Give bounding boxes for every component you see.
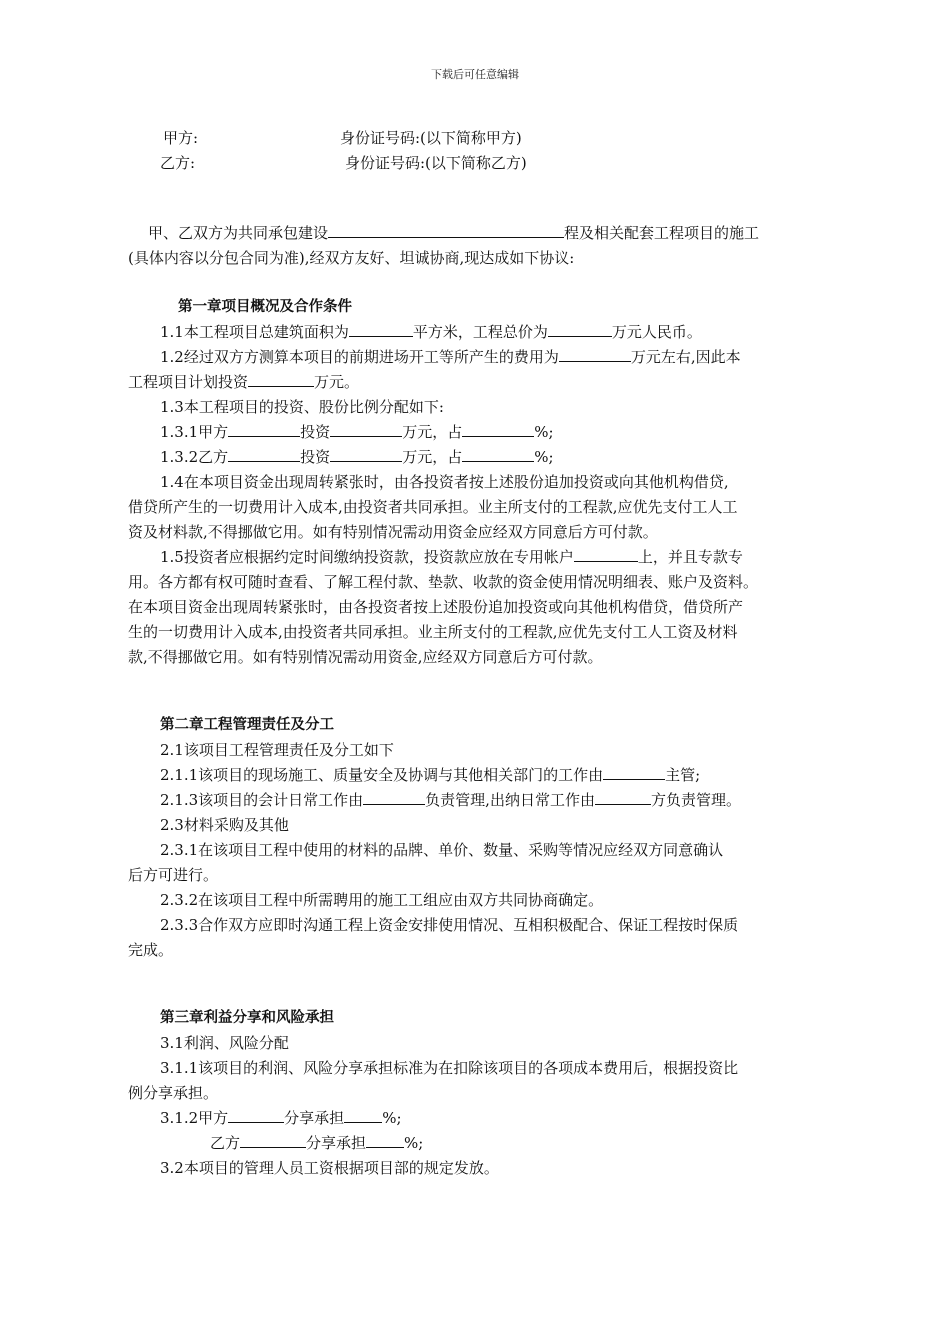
invest-a-blank <box>330 422 402 437</box>
clause-3-1-1-cont: 例分享承担。 <box>128 1084 219 1102</box>
clause-2-3-1-cont: 后方可进行。 <box>128 866 219 884</box>
clause-text: 万元，占 <box>402 448 463 466</box>
clause-1-1 <box>160 322 702 342</box>
clause-text: %; <box>382 1109 402 1127</box>
project-name-blank <box>328 223 564 238</box>
clause-1-5-cont: 用。各方都有权可随时查看、了解工程付款、垫款、收款的资金使用情况明细表、账户及资料。 <box>128 573 759 591</box>
clause-1-2 <box>160 347 741 367</box>
clause-1-3-1 <box>160 422 554 442</box>
clause-text: 2.1.3该项目的会计日常工作由 <box>160 791 364 809</box>
clause-2-3-3: 2.3.3合作双方应即时沟通工程上资金安排使用情况、互相积极配合、保证工程按时保质 <box>160 916 739 934</box>
intro-line-1 <box>148 223 759 243</box>
clause-text: 1.5投资者应根据约定时间缴纳投资款，投资款应放在专用帐户 <box>160 548 574 566</box>
clause-text: %; <box>534 448 554 466</box>
chapter-3-title: 第三章利益分享和风险承担 <box>160 1010 334 1026</box>
clause-1-5-cont: 生的一切费用计入成本,由投资者共同承担。业主所支付的工程款,应优先支付工人工资及材料 <box>128 623 738 641</box>
clause-text: 上，并且专款专 <box>637 548 743 566</box>
clause-1-5-cont: 在本项目资金出现周转紧张时，由各投资者按上述股份追加投资或向其他机构借贷，借贷所产 <box>128 598 744 616</box>
clause-1-3-2 <box>160 447 554 467</box>
party-a-share-pct-blank <box>344 1108 382 1123</box>
clause-1-5-cont: 款,不得挪做它用。如有特别情况需动用资金,应经双方同意后方可付款。 <box>128 648 603 666</box>
party-b-blank <box>228 447 300 462</box>
intro-text: 甲、乙双方为共同承包建设 <box>148 224 329 242</box>
total-price-blank <box>548 322 612 337</box>
clause-2-3-3-cont: 完成。 <box>128 941 174 959</box>
clause-1-4: 1.4在本项目资金出现周转紧张时，由各投资者按上述股份追加投资或向其他机构借贷, <box>160 473 729 491</box>
clause-text: 万元，占 <box>402 423 463 441</box>
clause-3-2: 3.2本项目的管理人员工资根据项目部的规定发放。 <box>160 1159 499 1177</box>
party-b-share-name-blank <box>240 1133 306 1148</box>
clause-text: %; <box>404 1134 424 1152</box>
clause-text: 2.1.1该项目的现场施工、质量安全及协调与其他相关部门的工作由 <box>160 766 604 784</box>
area-blank <box>349 322 413 337</box>
chapter-1-title: 第一章项目概况及合作条件 <box>178 299 352 315</box>
clause-text: 1.3.2乙方 <box>160 448 229 466</box>
clause-3-1-2-b <box>210 1133 423 1153</box>
cost-blank <box>559 347 631 362</box>
clause-1-3: 1.3本工程项目的投资、股份比例分配如下: <box>160 398 444 416</box>
clause-text: 3.1.2甲方 <box>160 1109 229 1127</box>
cashier-blank <box>595 790 651 805</box>
clause-text: 平方米，工程总价为 <box>412 323 548 341</box>
clause-3-1-2 <box>160 1108 402 1128</box>
clause-text: 分享承担 <box>284 1109 345 1127</box>
clause-text: 分享承担 <box>306 1134 367 1152</box>
clause-2-3-1: 2.3.1在该项目工程中使用的材料的品牌、单价、数量、采购等情况应经双方同意确认 <box>160 841 724 859</box>
clause-text: 万元。 <box>314 373 360 391</box>
clause-3-1: 3.1利润、风险分配 <box>160 1034 289 1052</box>
clause-text: 主管; <box>665 766 701 784</box>
invest-b-blank <box>330 447 402 462</box>
clause-2-3-2: 2.3.2在该项目工程中所需聘用的施工工组应由双方共同协商确定。 <box>160 891 604 909</box>
clause-1-5 <box>160 547 743 567</box>
chapter-2-title: 第二章工程管理责任及分工 <box>160 717 334 733</box>
clause-text: 1.3.1甲方 <box>160 423 229 441</box>
party-a-label: 甲方: <box>163 129 199 147</box>
party-a-blank <box>228 422 300 437</box>
clause-text: 投资 <box>300 448 331 466</box>
clause-2-3: 2.3材料采购及其他 <box>160 816 289 834</box>
clause-1-4-cont: 资及材料款,不得挪做它用。如有特别情况需动用资金应经双方同意后方可付款。 <box>128 523 658 541</box>
party-a-id: 身份证号码:(以下简称甲方) <box>340 129 522 147</box>
intro-line-2: (具体内容以分包合同为准),经双方友好、坦诚协商,现达成如下协议: <box>128 249 575 267</box>
accountant-blank <box>363 790 425 805</box>
share-a-blank <box>462 422 534 437</box>
page-header: 下载后可任意编辑 <box>431 68 519 81</box>
account-blank <box>574 547 638 562</box>
clause-1-2-cont <box>128 372 359 392</box>
intro-text: 程及相关配套工程项目的施工 <box>564 224 760 242</box>
share-b-blank <box>462 447 534 462</box>
clause-2-1-1 <box>160 765 700 785</box>
clause-text: 1.1本工程项目总建筑面积为 <box>160 323 349 341</box>
party-b-label: 乙方: <box>160 154 196 172</box>
clause-text: 万元左右,因此本 <box>630 348 741 366</box>
party-b-id: 身份证号码:(以下简称乙方) <box>345 154 527 172</box>
party-a-share-name-blank <box>228 1108 284 1123</box>
manager-blank <box>603 765 665 780</box>
party-b-share-pct-blank <box>366 1133 404 1148</box>
clause-text: 负责管理,出纳日常工作由 <box>425 791 595 809</box>
clause-text: 方负责管理。 <box>650 791 741 809</box>
clause-3-1-1: 3.1.1该项目的利润、风险分享承担标准为在扣除该项目的各项成本费用后，根据投资比 <box>160 1059 739 1077</box>
clause-text: 工程项目计划投资 <box>128 373 249 391</box>
clause-text: %; <box>534 423 554 441</box>
clause-text: 万元人民币。 <box>611 323 702 341</box>
clause-text: 投资 <box>300 423 331 441</box>
clause-text: 1.2经过双方方测算本项目的前期进场开工等所产生的费用为 <box>160 348 559 366</box>
clause-1-4-cont: 借贷所产生的一切费用计入成本,由投资者共同承担。业主所支付的工程款,应优先支付工人工 <box>128 498 738 516</box>
clause-2-1: 2.1该项目工程管理责任及分工如下 <box>160 741 394 759</box>
clause-2-1-3 <box>160 790 741 810</box>
clause-text: 乙方 <box>210 1134 241 1152</box>
investment-blank <box>248 372 314 387</box>
